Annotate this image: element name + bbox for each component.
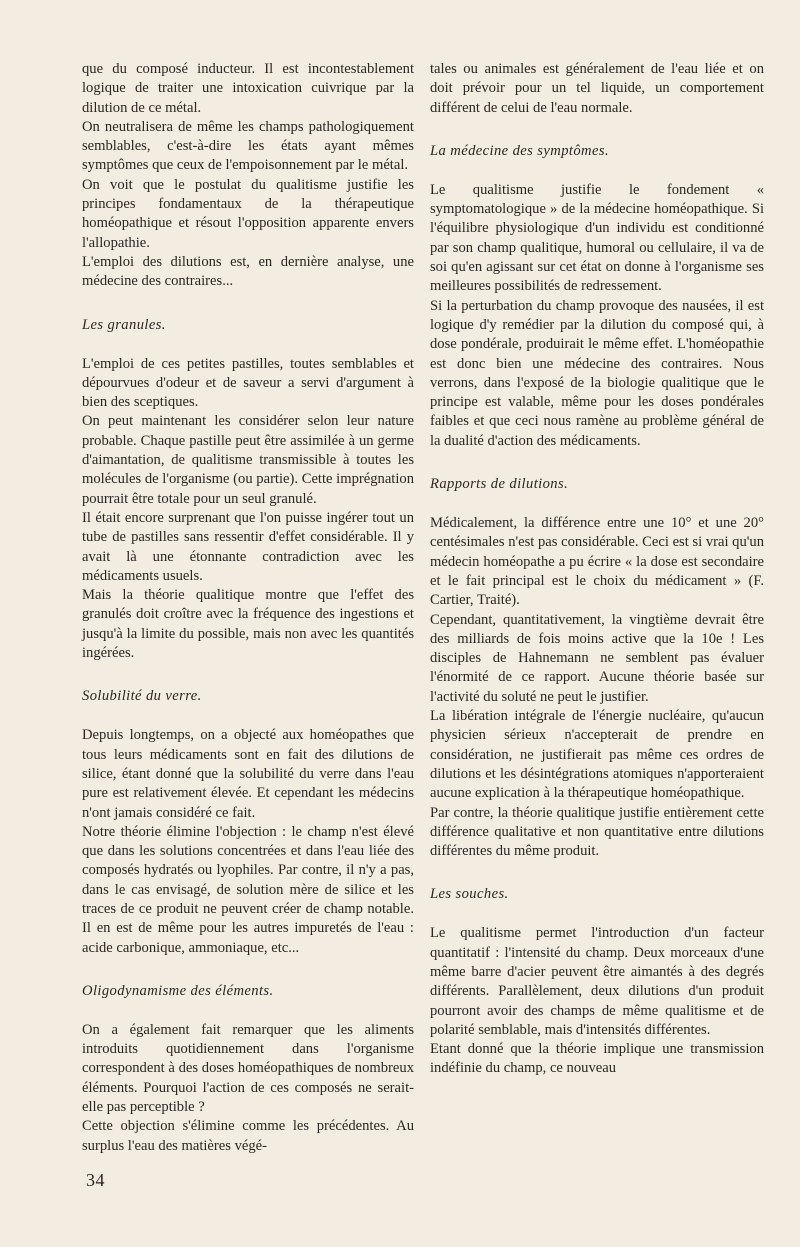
paragraph: Etant donné que la théorie implique une transmission indéfinie du champ, ce nouveau bbox=[430, 1041, 764, 1077]
paragraph: L'emploi des dilutions est, en dernière analyse, une médecine des contraires... bbox=[82, 253, 414, 290]
paragraph: tales ou animales est généralement de l'eau liée et on doit prévoir pour un tel liquide, un comportement différent de celui de l'eau normale. bbox=[430, 61, 764, 116]
paragraph: que du composé inducteur. Il est incontestablement logique de traiter une intoxication cuivrique par la dilution de ce métal. bbox=[82, 61, 414, 116]
left-column bbox=[82, 60, 414, 1156]
paragraph: Notre théorie élimine l'objection : le champ n'est élevé que dans les solutions concentrées et dans l'eau liée des composés hydratés ou lyophiles. Par contre, il n'y a pas, dans le cas envisagé, de solution mère de silice et les traces de ce produit ne peuvent créer de champ notable. Il en est de même pour les autres impuretés de l'eau : acide carbonique, ammoniaque, etc... bbox=[82, 823, 414, 956]
page-number: 34 bbox=[86, 1170, 105, 1190]
section-heading-oligodynamisme: Oligodynamisme des éléments. bbox=[82, 982, 274, 999]
paragraph: Médicalement, la différence entre une 10° et une 20° centésimales n'est pas considérable. Ceci est si vrai qu'un médecin homéopathe a pu écrire « la dose est secondaire et le fait principal est le choix du médicament » (F. Cartier, Traité). bbox=[430, 515, 764, 609]
paragraph: On a également fait remarquer que les aliments introduits quotidiennement dans l'organisme correspondent à des doses homéopathiques de nombreux éléments. Pourquoi l'action de ces composés ne serait-elle pas perceptible ? bbox=[82, 1021, 414, 1116]
section-heading-solubilite: Solubilité du verre. bbox=[82, 688, 202, 705]
paragraph: Si la perturbation du champ provoque des nausées, il est logique d'y remédier par la dilution du composé qui, à dose pondérale, produirait le même effet. L'homéopathie est donc bien une médecine des contraires. Nous verrons, dans l'exposé de la biologie qualitique que le principe est valable, même pour les doses pondérales faibles et que ceci nous ramène au problème général de la dualité d'action des médicaments. bbox=[430, 297, 764, 449]
paragraph: On voit que le postulat du qualitisme justifie les principes fondamentaux de la thérapeutique homéopathique et résout l'opposition apparente envers l'allopathie. bbox=[82, 176, 414, 251]
paragraph: La libération intégrale de l'énergie nucléaire, qu'aucun physicien sérieux n'accepterait de prendre en considération, ne justifierait pas même ces ordres de dilutions et les désintégrations atomiques n'apporteraient aucune explication à la thérapeutique homéopathique. bbox=[430, 708, 764, 802]
paragraph: On neutralisera de même les champs pathologiquement semblables, c'est-à-dire les états ayant mêmes symptômes que ceux de l'empoisonnement par le métal. bbox=[82, 118, 414, 174]
paragraph: Le qualitisme justifie le fondement « symptomatologique » de la médecine homéopathique. Si l'équilibre physiologique d'un individu est conditionné par son champ qualitique, humoral ou cellulaire, il va de soi qu'en agissant sur cet état on donne à l'organisme ses meilleures possibilités de redressement. bbox=[430, 181, 764, 295]
paragraph: Cependant, quantitativement, la vingtième devrait être des milliards de fois moins active que la 10e ! Les disciples de Hahnemann ne semblent pas évaluer l'énormité de ce rapport. Aucune théorie basée sur l'activité du soluté ne peut le justifier. bbox=[430, 611, 764, 705]
section-heading-rapports: Rapports de dilutions. bbox=[430, 476, 569, 493]
right-column bbox=[430, 60, 764, 1079]
paragraph: Par contre, la théorie qualitique justifie entièrement cette différence qualitative et non quantitative entre dilutions différentes du même produit. bbox=[430, 804, 764, 860]
paragraph: On peut maintenant les considérer selon leur nature probable. Chaque pastille peut être assimilée à un germe d'aimantation, de qualitisme transmissible à toutes les molécules de l'organisme (ou partie). Cette imprégnation pourrait être totale pour un seul granulé. bbox=[82, 413, 414, 507]
section-heading-medecine: La médecine des symptômes. bbox=[430, 142, 609, 159]
paragraph: Depuis longtemps, on a objecté aux homéopathes que tous leurs médicaments sont en fait des dilutions de silice, étant donné que la solubilité du verre dans l'eau pure est relativement élevée. Et cependant les médecins n'ont jamais considéré ce fait. bbox=[82, 727, 414, 821]
section-heading-granules: Les granules. bbox=[82, 316, 166, 333]
paragraph: Il était encore surprenant que l'on puisse ingérer tout un tube de pastilles sans ressentir d'effet considérable. Il y avait là une étonnante contradiction avec les médicaments usuels. bbox=[82, 509, 414, 584]
paragraph: Cette objection s'élimine comme les précédentes. Au surplus l'eau des matières végé- bbox=[82, 1118, 414, 1154]
paragraph: Le qualitisme permet l'introduction d'un facteur quantitatif : l'intensité du champ. Deux morceaux d'une même barre d'acier peuvent être aimantés à des degrés différents. Parallèlement, deux dilutions d'un produit pourront avoir des champs de même qualitisme et de polarité semblable, mais d'intensités différentes. bbox=[430, 925, 764, 1038]
paragraph: L'emploi de ces petites pastilles, toutes semblables et dépourvues d'odeur et de saveur a servi d'argument à bien des sceptiques. bbox=[82, 355, 414, 411]
paragraph: Mais la théorie qualitique montre que l'effet des granulés doit croître avec la fréquence des ingestions et jusqu'à la limite du possible, mais non avec les quantités ingérées. bbox=[82, 587, 414, 662]
section-heading-souches: Les souches. bbox=[430, 886, 509, 903]
